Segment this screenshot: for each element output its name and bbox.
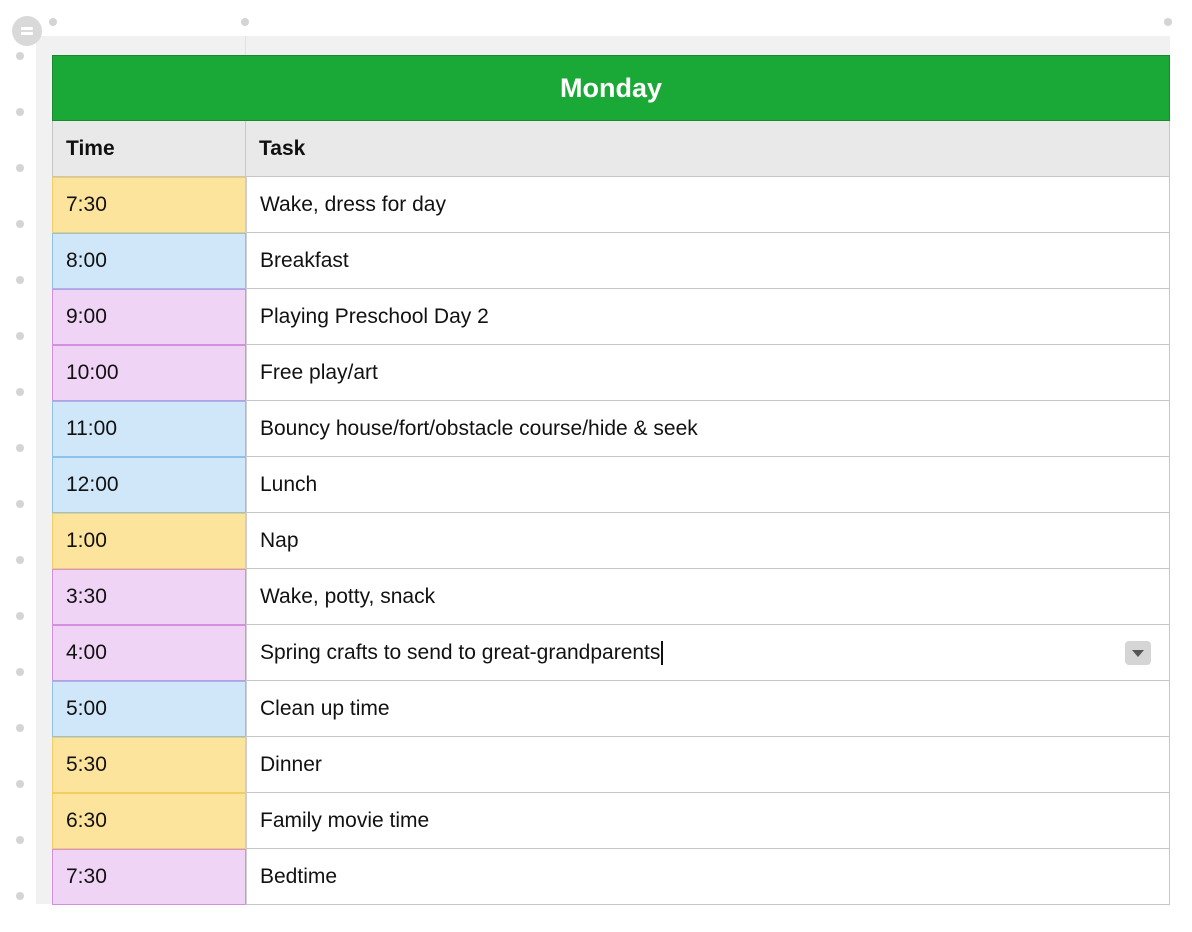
row-handle-dot[interactable] <box>1164 18 1172 26</box>
time-cell[interactable]: 4:00 <box>52 625 246 681</box>
task-cell[interactable] <box>246 233 1170 289</box>
task-cell[interactable] <box>246 737 1170 793</box>
schedule-table <box>52 55 1170 905</box>
header-task[interactable]: Task <box>246 121 1170 177</box>
task-text: Family movie time <box>260 808 430 832</box>
row-handle-dot[interactable] <box>16 276 24 284</box>
row-handle-dot[interactable] <box>16 556 24 564</box>
row-handle-dot[interactable] <box>16 444 24 452</box>
header-time[interactable]: Time <box>52 121 246 177</box>
task-cell[interactable] <box>246 345 1170 401</box>
table-row <box>52 513 1170 569</box>
task-text: Lunch <box>260 472 318 496</box>
task-cell[interactable] <box>246 849 1170 905</box>
time-cell[interactable]: 6:30 <box>52 793 246 849</box>
time-cell[interactable]: 1:00 <box>52 513 246 569</box>
task-cell[interactable] <box>246 401 1170 457</box>
table-row <box>52 793 1170 849</box>
header-row <box>52 121 1170 177</box>
task-text: Breakfast <box>260 248 349 272</box>
row-handle-dot[interactable] <box>16 52 24 60</box>
time-cell[interactable]: 10:00 <box>52 345 246 401</box>
table-row <box>52 849 1170 905</box>
row-handle-dot[interactable] <box>16 500 24 508</box>
time-cell[interactable]: 8:00 <box>52 233 246 289</box>
table-row <box>52 233 1170 289</box>
task-cell[interactable] <box>246 513 1170 569</box>
table-row <box>52 177 1170 233</box>
task-cell[interactable] <box>246 681 1170 737</box>
text-cursor <box>661 641 663 665</box>
row-handle-dot[interactable] <box>16 668 24 676</box>
task-cell[interactable] <box>246 625 1170 681</box>
chevron-down-icon[interactable] <box>1125 641 1151 665</box>
time-cell[interactable]: 3:30 <box>52 569 246 625</box>
task-text: Wake, dress for day <box>260 192 446 216</box>
row-handle-dot[interactable] <box>16 780 24 788</box>
task-cell[interactable] <box>246 569 1170 625</box>
task-text: Spring crafts to send to great-grandparents <box>260 640 661 664</box>
table-menu-icon[interactable] <box>12 16 42 46</box>
task-text: Dinner <box>260 752 322 776</box>
table-row <box>52 289 1170 345</box>
row-handle-dot[interactable] <box>16 388 24 396</box>
time-cell[interactable]: 5:00 <box>52 681 246 737</box>
task-text: Bedtime <box>260 864 338 888</box>
task-text: Clean up time <box>260 696 390 720</box>
task-text: Wake, potty, snack <box>260 584 436 608</box>
row-handle-dot[interactable] <box>49 18 57 26</box>
task-cell[interactable] <box>246 457 1170 513</box>
time-cell[interactable]: 7:30 <box>52 177 246 233</box>
row-handle-dot[interactable] <box>16 892 24 900</box>
time-cell[interactable]: 11:00 <box>52 401 246 457</box>
task-text: Free play/art <box>260 360 378 384</box>
time-cell[interactable]: 5:30 <box>52 737 246 793</box>
table-row <box>52 401 1170 457</box>
row-handle-dot[interactable] <box>16 612 24 620</box>
row-handle-dot[interactable] <box>241 18 249 26</box>
row-handle-dot[interactable] <box>16 220 24 228</box>
task-text: Nap <box>260 528 299 552</box>
table-title[interactable]: Monday <box>52 55 1170 121</box>
table-row <box>52 625 1170 681</box>
row-handle-dot[interactable] <box>16 332 24 340</box>
time-cell[interactable]: 9:00 <box>52 289 246 345</box>
row-handle-dot[interactable] <box>16 164 24 172</box>
column-guide <box>245 36 246 56</box>
row-handle-dot[interactable] <box>16 108 24 116</box>
time-cell[interactable]: 7:30 <box>52 849 246 905</box>
table-row <box>52 345 1170 401</box>
task-cell[interactable] <box>246 793 1170 849</box>
task-cell[interactable] <box>246 177 1170 233</box>
task-text: Playing Preschool Day 2 <box>260 304 489 328</box>
time-cell[interactable]: 12:00 <box>52 457 246 513</box>
table-row <box>52 457 1170 513</box>
task-cell[interactable] <box>246 289 1170 345</box>
task-text: Bouncy house/fort/obstacle course/hide & seek <box>260 416 698 440</box>
row-handle-dot[interactable] <box>16 724 24 732</box>
table-row <box>52 737 1170 793</box>
row-handle-dot[interactable] <box>16 836 24 844</box>
table-row <box>52 569 1170 625</box>
table-row <box>52 681 1170 737</box>
